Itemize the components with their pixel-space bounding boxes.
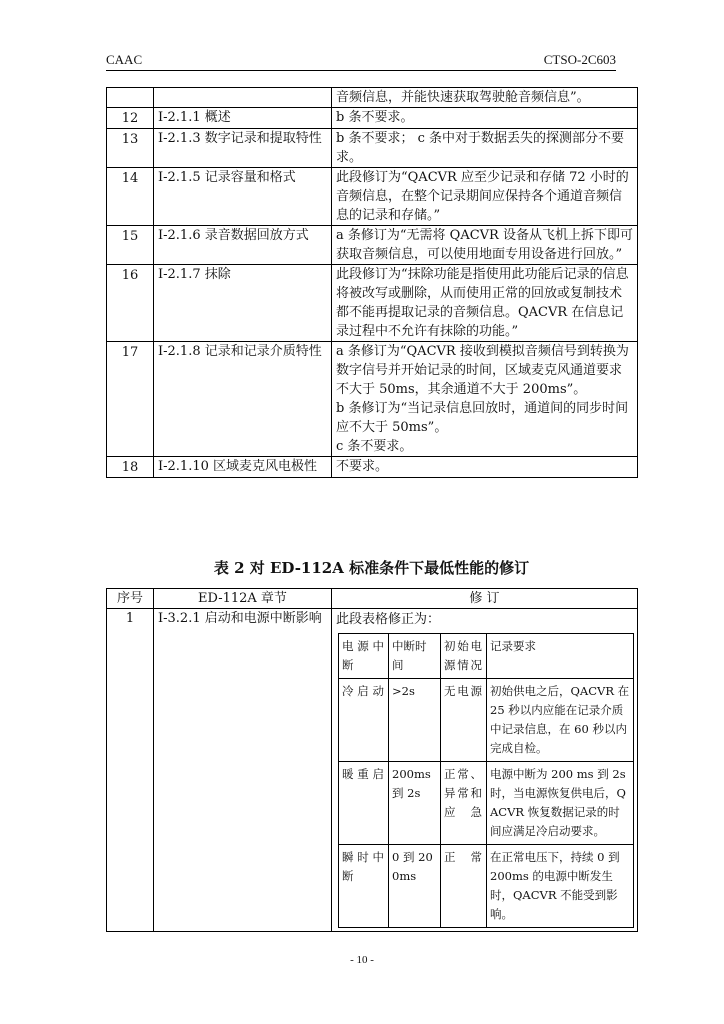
change-cell [332,609,638,932]
inner-cell: 0 到 200ms [389,845,441,928]
change-item-c: c 条不要求。 [336,439,413,454]
change-item-b: b 条修订为“当记录信息回放时，通道间的同步时间应不大于 50ms”。 [336,401,629,435]
amendment-table-2 [106,588,638,932]
table-row [107,342,638,457]
inner-cell: 正常、异常和应急 [441,762,487,845]
header-rule [106,70,616,71]
page-number: - 10 - [350,954,374,966]
section-cell: I-2.1.3 数字记录和提取特性 [154,129,332,168]
inner-cell: 正常 [441,845,487,928]
inner-header: 初始电源情况 [441,634,487,679]
section-cell: I-2.1.5 记录容量和格式 [154,168,332,226]
change-cell: a 条修订为“无需将 QACVR 设备从飞机上拆下即可获取音频信息，可以使用地面专用设备进行回放。” [332,226,638,265]
inner-cell: 电源中断为 200 ms 到 2s 时，当电源恢复供电后，QACVR 恢复数据记录的时间应满足冷启动要求。 [487,762,634,845]
inner-header-row [339,634,634,679]
change-cell: b 条不要求； c 条中对于数据丢失的探测部分不要求。 [332,129,638,168]
table-header-row [107,589,638,609]
change-cell [332,342,638,457]
section-cell: I-2.1.7 抹除 [154,265,332,342]
table-row [107,108,638,129]
table-row [107,265,638,342]
row-number: 16 [107,265,154,342]
amendment-table-1 [106,87,638,478]
inner-cell: 无电源 [441,679,487,762]
power-interruption-table [338,633,634,928]
table-row [107,168,638,226]
inner-cell: 暖重启 [339,762,389,845]
table-caption: 表 2 对 ED-112A 标准条件下最低性能的修订 [213,559,530,577]
inner-header: 电源中断 [339,634,389,679]
section-cell: I-2.1.10 区域麦克风电极性 [154,457,332,478]
inner-cell: 瞬时中断 [339,845,389,928]
inner-cell: 在正常电压下，持续 0 到 200ms 的电源中断发生时，QACVR 不能受到影响。 [487,845,634,928]
inner-cell: 初始供电之后，QACVR 在 25 秒以内应能在记录介质中记录信息，在 60 秒以内完成自检。 [487,679,634,762]
row-number: 18 [107,457,154,478]
change-cell: 不要求。 [332,457,638,478]
inner-row [339,679,634,762]
row-number: 13 [107,129,154,168]
header-change: 修 订 [332,589,638,609]
header-no: 序号 [107,589,154,609]
table-row [107,226,638,265]
row-number: 1 [107,609,154,932]
section-cell: I-2.1.6 录音数据回放方式 [154,226,332,265]
section-cell: I-2.1.8 记录和记录介质特性 [154,342,332,457]
inner-cell: >2s [389,679,441,762]
table-row [107,88,638,108]
header-doc-id: CTSO-2C603 [543,52,616,67]
header-section: ED-112A 章节 [154,589,332,609]
inner-header: 记录要求 [487,634,634,679]
table-row [107,609,638,932]
change-cell: 音频信息，并能快速获取驾驶舱音频信息”。 [332,88,638,108]
row-number: 15 [107,226,154,265]
change-intro: 此段表格修正为： [336,612,441,627]
inner-row [339,762,634,845]
section-cell: I-3.2.1 启动和电源中断影响 [154,609,332,932]
inner-row [339,845,634,928]
inner-header: 中断时间 [389,634,441,679]
table-row [107,457,638,478]
change-item-a: a 条修订为“QACVR 接收到模拟音频信号到转换为数字信号并开始记录的时间，区域麦克风通道要求不大于 50ms，其余通道不大于 200ms”。 [336,344,629,397]
row-number: 17 [107,342,154,457]
table-row [107,129,638,168]
section-cell: I-2.1.1 概述 [154,108,332,129]
change-cell: 此段修订为“抹除功能是指使用此功能后记录的信息将被改写或删除，从而使用正常的回放或复制技术都不能再提取记录的音频信息。QACVR 在信息记录过程中不允许有抹除的功能。” [332,265,638,342]
inner-cell: 200ms 到 2s [389,762,441,845]
row-number: 14 [107,168,154,226]
inner-cell: 冷启动 [339,679,389,762]
header-org: CAAC [106,52,143,67]
row-number: 12 [107,108,154,129]
change-cell: 此段修订为“QACVR 应至少记录和存储 72 小时的音频信息，在整个记录期间应保持各个通道音频信息的记录和存储。” [332,168,638,226]
change-cell: b 条不要求。 [332,108,638,129]
